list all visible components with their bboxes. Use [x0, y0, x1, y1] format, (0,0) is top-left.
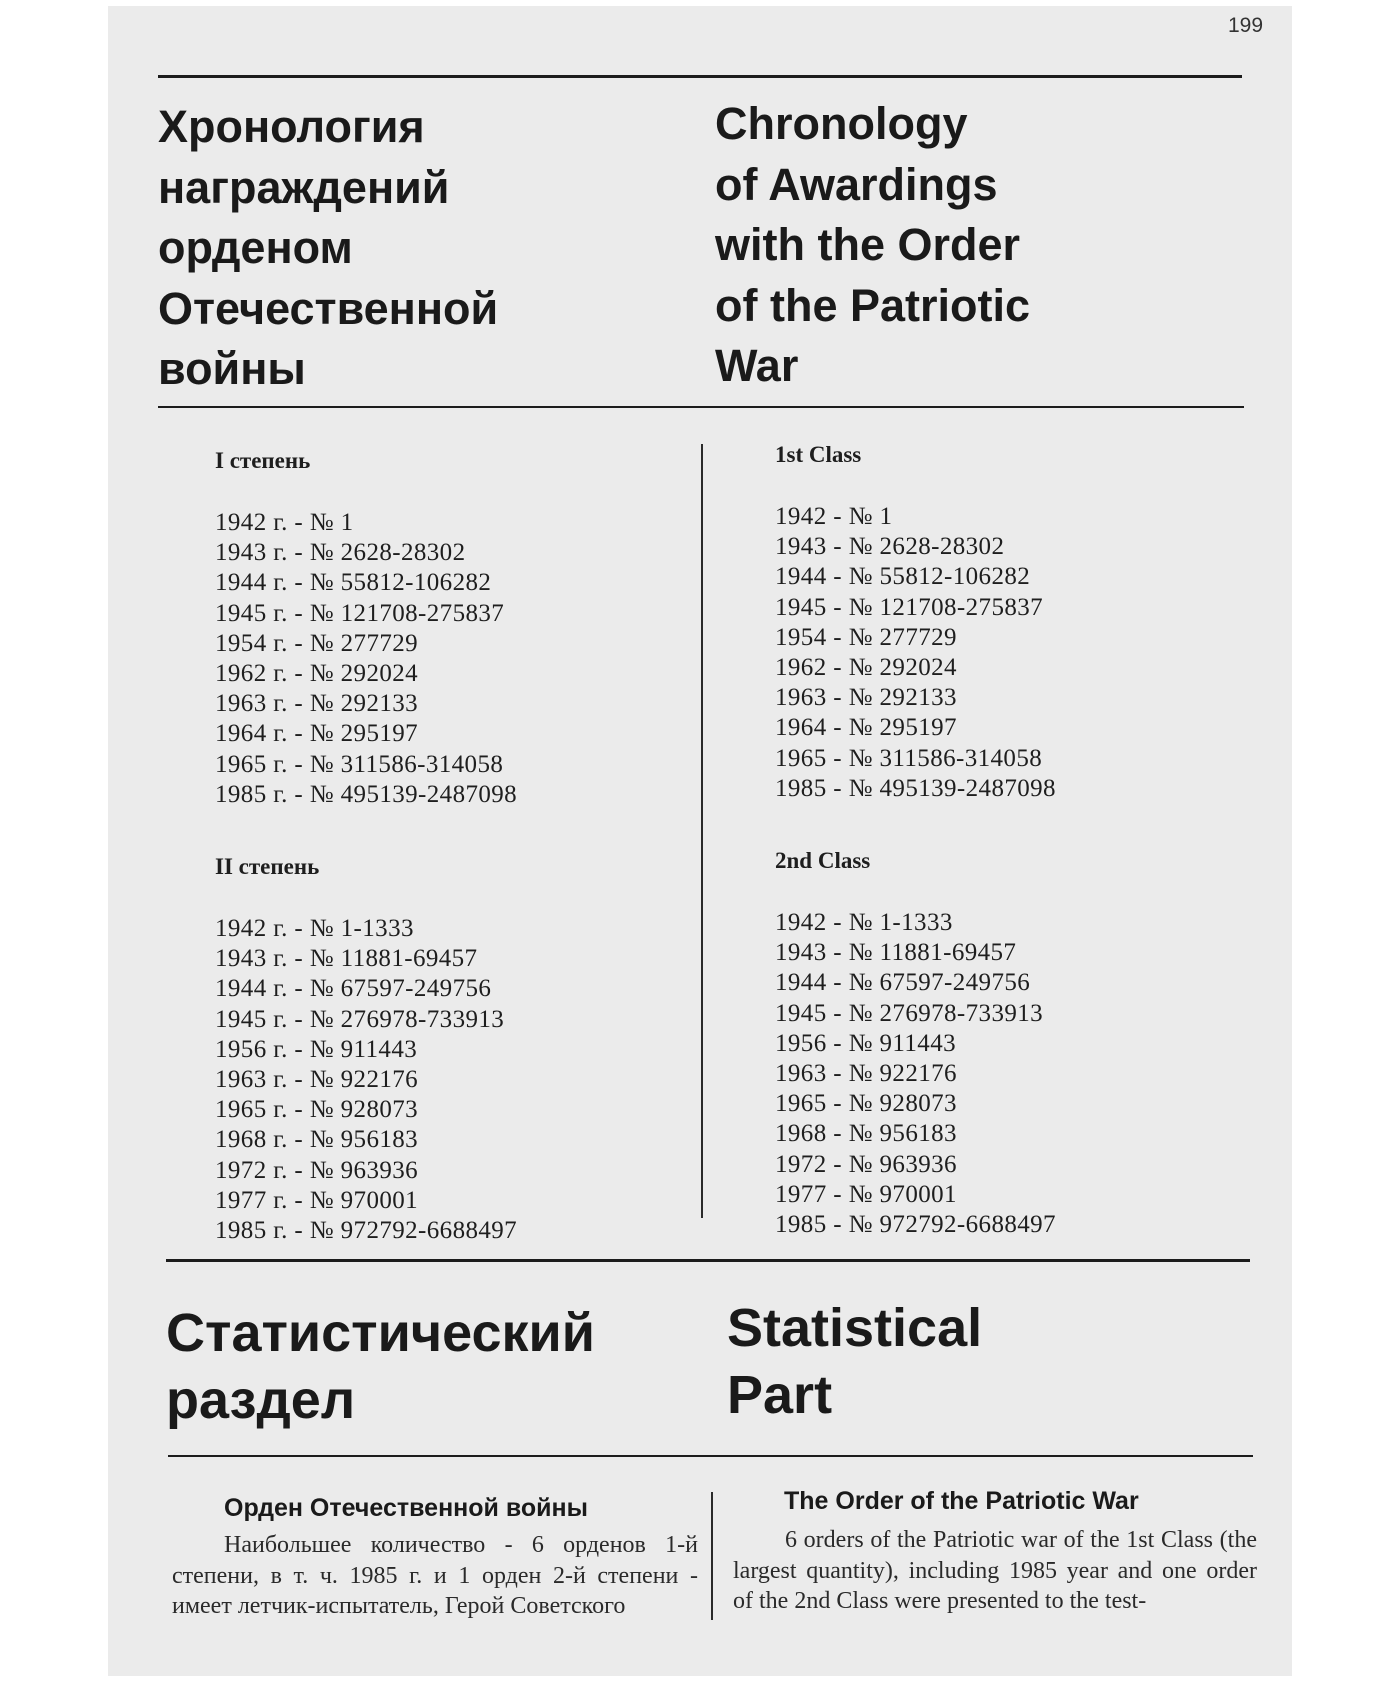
list-item: 1964 - № 295197 [775, 714, 957, 742]
chronology-title-ru: Хронология награждений орденом Отечественной войны [158, 101, 499, 394]
list-item: 1943 г. - № 11881-69457 [215, 945, 478, 973]
list-item: 1968 - № 956183 [775, 1120, 957, 1148]
list-item: 1944 - № 55812-106282 [775, 563, 1031, 591]
list-item: 1942 г. - № 1-1333 [215, 915, 414, 943]
list-item: 1942 г. - № 1 [215, 509, 354, 536]
statistical-title-rule [168, 1455, 1253, 1457]
list-item: 1962 - № 292024 [775, 654, 957, 682]
second-class-label-en: 2nd Class [775, 848, 871, 874]
second-class-label-ru: II степень [215, 854, 320, 880]
list-item: 1963 - № 292133 [775, 684, 957, 712]
statistical-title-en: Statistical Part [727, 1298, 983, 1425]
list-item: 1943 - № 2628-28302 [775, 533, 1005, 561]
list-item: 1942 - № 1 [775, 503, 893, 530]
list-item: 1944 г. - № 67597-249756 [215, 975, 492, 1003]
order-subtitle-en: The Order of the Patriotic War [784, 1487, 1139, 1515]
statistical-title-ru: Статистический раздел [166, 1303, 595, 1430]
list-item: 1965 - № 311586-314058 [775, 744, 1043, 772]
list-item: 1956 г. - № 911443 [215, 1035, 418, 1063]
list-item: 1972 г. - № 963936 [215, 1156, 419, 1184]
page-number: 199 [1228, 14, 1264, 37]
list-item: 1985 - № 495139-2487098 [775, 774, 1056, 802]
list-item: 1965 г. - № 928073 [215, 1096, 419, 1124]
first-class-label-en: 1st Class [775, 442, 862, 467]
list-item: 1985 г. - № 495139-2487098 [215, 780, 518, 808]
chronology-title-rule [158, 406, 1244, 408]
statistical-top-rule [166, 1259, 1250, 1262]
first-class-list-en [775, 502, 1056, 804]
chronology-column-divider [701, 444, 703, 1218]
list-item: 1964 г. - № 295197 [215, 720, 419, 748]
chronology-en-column [775, 442, 1056, 1240]
list-item: 1972 - № 963936 [775, 1150, 957, 1178]
list-item: 1945 г. - № 276978-733913 [215, 1005, 505, 1033]
list-item: 1977 - № 970001 [775, 1180, 957, 1208]
first-class-label-ru: I степень [215, 448, 311, 473]
list-item: 1977 г. - № 970001 [215, 1186, 419, 1214]
list-item: 1968 г. - № 956183 [215, 1126, 419, 1154]
list-item: 1963 г. - № 922176 [215, 1066, 419, 1094]
order-text-ru: Наибольшее количество - 6 орденов 1-й степени, в т. ч. 1985 г. и 1 орден 2-й степени - имеет летчик-испытатель, Герой Советского [172, 1532, 698, 1619]
statistical-column-divider [711, 1492, 713, 1620]
list-item: 1965 - № 928073 [775, 1090, 957, 1118]
order-subtitle-ru: Орден Отечественной войны [224, 1494, 588, 1522]
second-class-list-ru [215, 914, 517, 1246]
list-item: 1963 - № 922176 [775, 1060, 957, 1088]
list-item: 1954 - № 277729 [775, 623, 957, 651]
list-item: 1943 - № 11881-69457 [775, 939, 1017, 967]
chronology-ru-column [215, 448, 517, 1246]
list-item: 1965 г. - № 311586-314058 [215, 750, 504, 778]
top-rule [158, 75, 1242, 78]
order-text-en: 6 orders of the Patriotic war of the 1st Class (the largest quantity), including 1985 year and one order of the 2nd Class were presented to the test- [733, 1527, 1257, 1614]
list-item: 1985 г. - № 972792-6688497 [215, 1217, 518, 1245]
list-item: 1956 - № 911443 [775, 1029, 956, 1057]
second-class-list-en [775, 908, 1056, 1240]
list-item: 1945 - № 276978-733913 [775, 999, 1044, 1027]
list-item: 1945 г. - № 121708-275837 [215, 599, 505, 627]
list-item: 1944 - № 67597-249756 [775, 969, 1031, 997]
list-item: 1985 - № 972792-6688497 [775, 1211, 1056, 1239]
list-item: 1944 г. - № 55812-106282 [215, 569, 492, 597]
list-item: 1954 г. - № 277729 [215, 629, 419, 657]
list-item: 1963 г. - № 292133 [215, 690, 419, 718]
chronology-title-en: Chronology of Awardings with the Order of the Patriotic War [715, 98, 1031, 391]
list-item: 1943 г. - № 2628-28302 [215, 539, 466, 567]
list-item: 1962 г. - № 292024 [215, 660, 419, 688]
list-item: 1945 - № 121708-275837 [775, 593, 1044, 621]
list-item: 1942 - № 1-1333 [775, 909, 953, 937]
first-class-list-ru [215, 508, 517, 810]
